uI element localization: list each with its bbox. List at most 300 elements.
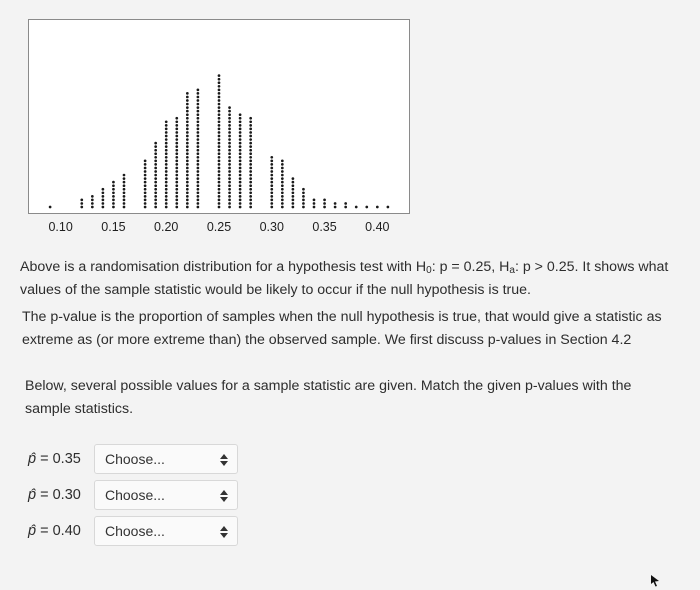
match-row-2 — [28, 480, 238, 510]
dot-10-7 — [186, 181, 189, 184]
dot-3-5 — [102, 188, 105, 191]
dot-6-4 — [144, 191, 147, 194]
dot-9-24 — [175, 120, 178, 123]
dot-12-3 — [218, 195, 221, 198]
dot-17-2 — [281, 199, 284, 202]
dot-10-22 — [186, 128, 189, 131]
dot-9-22 — [175, 128, 178, 131]
dot-19-4 — [302, 191, 305, 194]
x-tick-label-2: 0.20 — [154, 220, 179, 234]
dot-16-4 — [270, 191, 273, 194]
dot-10-4 — [186, 191, 189, 194]
dot-19-0 — [302, 206, 305, 209]
dot-4-5 — [112, 188, 115, 191]
dot-14-26 — [239, 113, 242, 116]
dot-15-13 — [249, 160, 252, 163]
dot-9-8 — [175, 177, 178, 180]
dot-5-2 — [123, 199, 126, 202]
dot-9-20 — [175, 135, 178, 138]
dot-12-33 — [218, 89, 221, 92]
dot-12-29 — [218, 103, 221, 106]
dot-9-2 — [175, 199, 178, 202]
dot-13-23 — [228, 124, 231, 127]
dot-21-2 — [323, 199, 326, 202]
dot-26-0 — [376, 206, 379, 209]
dot-10-21 — [186, 131, 189, 134]
dot-5-0 — [123, 206, 126, 209]
dot-10-1 — [186, 202, 189, 205]
dot-12-35 — [218, 81, 221, 84]
dot-12-36 — [218, 78, 221, 81]
dot-10-29 — [186, 103, 189, 106]
dot-17-1 — [281, 202, 284, 205]
dot-21-0 — [323, 206, 326, 209]
dot-10-14 — [186, 156, 189, 159]
dot-11-8 — [197, 177, 200, 180]
dot-12-2 — [218, 199, 221, 202]
dot-27-0 — [387, 206, 390, 209]
dot-7-13 — [154, 160, 157, 163]
dot-8-3 — [165, 195, 168, 198]
dot-15-18 — [249, 142, 252, 145]
dot-10-16 — [186, 149, 189, 152]
dot-17-5 — [281, 188, 284, 191]
dot-10-27 — [186, 110, 189, 113]
dot-20-2 — [313, 199, 316, 202]
dot-17-3 — [281, 195, 284, 198]
match-row-3 — [28, 516, 238, 546]
dot-7-6 — [154, 184, 157, 187]
dot-8-21 — [165, 131, 168, 134]
dot-5-6 — [123, 184, 126, 187]
dot-14-21 — [239, 131, 242, 134]
paragraph-hypothesis: Above is a randomisation distribution for a hypothesis test with $H_0$: p = 0.25, $H_a$: p > 0.25. It shows what values of the sample statistic would be likely to occur if the null hypothesis is true. — [20, 259, 669, 298]
x-tick-label-0: 0.10 — [48, 220, 73, 234]
dot-11-5 — [197, 188, 200, 191]
dot-7-12 — [154, 163, 157, 166]
dot-13-13 — [228, 160, 231, 163]
dot-6-11 — [144, 167, 147, 170]
dot-17-7 — [281, 181, 284, 184]
dot-7-2 — [154, 199, 157, 202]
dot-9-19 — [175, 138, 178, 141]
dot-7-11 — [154, 167, 157, 170]
dot-4-0 — [112, 206, 115, 209]
dot-13-6 — [228, 184, 231, 187]
dot-5-3 — [123, 195, 126, 198]
dot-12-18 — [218, 142, 221, 145]
dot-11-18 — [197, 142, 200, 145]
dot-6-9 — [144, 174, 147, 177]
dot-12-34 — [218, 85, 221, 88]
dot-8-4 — [165, 191, 168, 194]
dot-3-4 — [102, 191, 105, 194]
dot-14-19 — [239, 138, 242, 141]
dot-11-28 — [197, 106, 200, 109]
dot-12-0 — [218, 206, 221, 209]
dot-11-33 — [197, 89, 200, 92]
dot-8-17 — [165, 145, 168, 148]
dot-16-14 — [270, 156, 273, 159]
dot-20-1 — [313, 202, 316, 205]
dot-6-0 — [144, 206, 147, 209]
dot-15-23 — [249, 124, 252, 127]
dot-15-25 — [249, 117, 252, 120]
dot-8-13 — [165, 160, 168, 163]
dot-9-5 — [175, 188, 178, 191]
dot-7-14 — [154, 156, 157, 159]
dot-2-2 — [91, 199, 94, 202]
dot-12-6 — [218, 184, 221, 187]
statistic-label-1: p̂ = 0.35 — [28, 451, 81, 467]
dot-17-12 — [281, 163, 284, 166]
dot-11-30 — [197, 99, 200, 102]
dot-6-2 — [144, 199, 147, 202]
dot-12-24 — [218, 120, 221, 123]
dot-7-17 — [154, 145, 157, 148]
dot-8-0 — [165, 206, 168, 209]
dot-11-27 — [197, 110, 200, 113]
dot-8-9 — [165, 174, 168, 177]
dot-7-9 — [154, 174, 157, 177]
dot-19-1 — [302, 202, 305, 205]
dot-11-4 — [197, 191, 200, 194]
dot-11-13 — [197, 160, 200, 163]
dot-4-2 — [112, 199, 115, 202]
dot-6-10 — [144, 170, 147, 173]
dot-11-1 — [197, 202, 200, 205]
dot-14-23 — [239, 124, 242, 127]
dot-10-23 — [186, 124, 189, 127]
dot-19-2 — [302, 199, 305, 202]
dot-13-0 — [228, 206, 231, 209]
dot-17-13 — [281, 160, 284, 163]
dot-13-9 — [228, 174, 231, 177]
dot-12-25 — [218, 117, 221, 120]
dot-10-17 — [186, 145, 189, 148]
dot-10-11 — [186, 167, 189, 170]
dot-13-18 — [228, 142, 231, 145]
dot-16-10 — [270, 170, 273, 173]
dot-25-0 — [365, 206, 368, 209]
dot-14-10 — [239, 170, 242, 173]
dot-8-15 — [165, 152, 168, 155]
dot-12-32 — [218, 92, 221, 95]
dot-24-0 — [355, 206, 358, 209]
dot-10-2 — [186, 199, 189, 202]
dot-10-25 — [186, 117, 189, 120]
x-tick-label-1: 0.15 — [101, 220, 126, 234]
dot-6-7 — [144, 181, 147, 184]
pvalue-select-1[interactable]: Choose... — [94, 444, 238, 474]
dot-10-13 — [186, 160, 189, 163]
dot-6-5 — [144, 188, 147, 191]
dot-11-14 — [197, 156, 200, 159]
dot-2-0 — [91, 206, 94, 209]
dot-12-16 — [218, 149, 221, 152]
dot-13-1 — [228, 202, 231, 205]
dot-9-21 — [175, 131, 178, 134]
dot-5-8 — [123, 177, 126, 180]
dot-11-19 — [197, 138, 200, 141]
dot-4-4 — [112, 191, 115, 194]
dot-15-15 — [249, 152, 252, 155]
dot-4-1 — [112, 202, 115, 205]
dot-12-10 — [218, 170, 221, 173]
dot-13-19 — [228, 138, 231, 141]
dot-13-10 — [228, 170, 231, 173]
dot-15-10 — [249, 170, 252, 173]
dot-18-1 — [292, 202, 295, 205]
dot-9-23 — [175, 124, 178, 127]
dot-14-9 — [239, 174, 242, 177]
dot-9-25 — [175, 117, 178, 120]
dot-15-8 — [249, 177, 252, 180]
dot-10-19 — [186, 138, 189, 141]
dot-11-2 — [197, 199, 200, 202]
dot-13-22 — [228, 128, 231, 131]
dot-22-0 — [334, 206, 337, 209]
dot-6-1 — [144, 202, 147, 205]
dot-11-12 — [197, 163, 200, 166]
pvalue-select-3[interactable]: Choose... — [94, 516, 238, 546]
dot-5-1 — [123, 202, 126, 205]
dot-13-8 — [228, 177, 231, 180]
dot-14-12 — [239, 163, 242, 166]
dot-17-8 — [281, 177, 284, 180]
dot-10-3 — [186, 195, 189, 198]
match-row-1 — [28, 444, 238, 474]
dot-9-15 — [175, 152, 178, 155]
dot-11-15 — [197, 152, 200, 155]
dot-11-24 — [197, 120, 200, 123]
dot-12-28 — [218, 106, 221, 109]
dot-13-4 — [228, 191, 231, 194]
dot-11-10 — [197, 170, 200, 173]
dot-11-26 — [197, 113, 200, 116]
dot-9-10 — [175, 170, 178, 173]
dot-17-11 — [281, 167, 284, 170]
mouse-cursor-icon — [650, 574, 660, 588]
dot-1-0 — [80, 206, 83, 209]
dot-9-0 — [175, 206, 178, 209]
dot-12-17 — [218, 145, 221, 148]
dot-3-3 — [102, 195, 105, 198]
pvalue-select-2[interactable]: Choose... — [94, 480, 238, 510]
x-tick-label-6: 0.40 — [365, 220, 390, 234]
dot-15-21 — [249, 131, 252, 134]
dot-7-4 — [154, 191, 157, 194]
dot-11-20 — [197, 135, 200, 138]
dot-11-7 — [197, 181, 200, 184]
dot-5-4 — [123, 191, 126, 194]
dot-12-21 — [218, 131, 221, 134]
dot-13-27 — [228, 110, 231, 113]
dot-2-3 — [91, 195, 94, 198]
dot-9-6 — [175, 184, 178, 187]
dot-0-0 — [49, 206, 52, 209]
dot-9-4 — [175, 191, 178, 194]
dot-9-12 — [175, 163, 178, 166]
dot-3-1 — [102, 202, 105, 205]
dot-13-20 — [228, 135, 231, 138]
dot-12-22 — [218, 128, 221, 131]
dot-13-17 — [228, 145, 231, 148]
dot-15-9 — [249, 174, 252, 177]
dot-12-14 — [218, 156, 221, 159]
dot-14-22 — [239, 128, 242, 131]
dot-7-1 — [154, 202, 157, 205]
dot-17-10 — [281, 170, 284, 173]
dot-18-6 — [292, 184, 295, 187]
dot-18-5 — [292, 188, 295, 191]
dot-14-5 — [239, 188, 242, 191]
dot-18-0 — [292, 206, 295, 209]
dot-16-1 — [270, 202, 273, 205]
dot-10-6 — [186, 184, 189, 187]
dot-13-11 — [228, 167, 231, 170]
dot-7-10 — [154, 170, 157, 173]
dot-15-3 — [249, 195, 252, 198]
dot-13-14 — [228, 156, 231, 159]
dot-12-30 — [218, 99, 221, 102]
dot-15-5 — [249, 188, 252, 191]
dot-14-15 — [239, 152, 242, 155]
dot-18-8 — [292, 177, 295, 180]
dot-13-2 — [228, 199, 231, 202]
select-arrows-icon — [219, 524, 229, 540]
dot-10-28 — [186, 106, 189, 109]
dot-9-16 — [175, 149, 178, 152]
dot-14-25 — [239, 117, 242, 120]
dot-10-32 — [186, 92, 189, 95]
dot-14-13 — [239, 160, 242, 163]
dot-16-3 — [270, 195, 273, 198]
dot-12-8 — [218, 177, 221, 180]
dot-14-17 — [239, 145, 242, 148]
dot-12-11 — [218, 167, 221, 170]
dot-14-11 — [239, 167, 242, 170]
dot-10-26 — [186, 113, 189, 116]
dot-8-20 — [165, 135, 168, 138]
dot-7-5 — [154, 188, 157, 191]
dot-11-17 — [197, 145, 200, 148]
dot-16-12 — [270, 163, 273, 166]
dotplot-svg — [28, 14, 418, 244]
dot-14-4 — [239, 191, 242, 194]
dot-10-24 — [186, 120, 189, 123]
dot-13-21 — [228, 131, 231, 134]
dot-11-32 — [197, 92, 200, 95]
dot-14-8 — [239, 177, 242, 180]
dot-11-3 — [197, 195, 200, 198]
dot-23-0 — [344, 206, 347, 209]
dot-15-19 — [249, 138, 252, 141]
dot-12-27 — [218, 110, 221, 113]
dot-12-19 — [218, 138, 221, 141]
dot-19-3 — [302, 195, 305, 198]
dot-12-5 — [218, 188, 221, 191]
dot-7-18 — [154, 142, 157, 145]
dot-8-7 — [165, 181, 168, 184]
dot-13-5 — [228, 188, 231, 191]
dot-8-22 — [165, 128, 168, 131]
dot-12-26 — [218, 113, 221, 116]
dot-7-16 — [154, 149, 157, 152]
dot-14-14 — [239, 156, 242, 159]
dot-4-6 — [112, 184, 115, 187]
dot-11-11 — [197, 167, 200, 170]
dot-15-7 — [249, 181, 252, 184]
x-tick-label-5: 0.35 — [312, 220, 337, 234]
dot-8-16 — [165, 149, 168, 152]
dot-18-3 — [292, 195, 295, 198]
paragraph-pvalue-definition: The p-value is the proportion of samples when the null hypothesis is true, that would give a statistic as extreme as (or more extreme than) the observed sample. We first discuss p-values in Section 4.2 — [22, 309, 662, 348]
dot-16-2 — [270, 199, 273, 202]
dot-17-4 — [281, 191, 284, 194]
x-tick-label-4: 0.30 — [259, 220, 284, 234]
dot-16-0 — [270, 206, 273, 209]
dot-16-8 — [270, 177, 273, 180]
dot-12-7 — [218, 181, 221, 184]
dot-14-6 — [239, 184, 242, 187]
dot-8-14 — [165, 156, 168, 159]
dot-10-20 — [186, 135, 189, 138]
dot-7-8 — [154, 177, 157, 180]
dot-10-15 — [186, 152, 189, 155]
dot-8-6 — [165, 184, 168, 187]
dot-15-1 — [249, 202, 252, 205]
dot-15-6 — [249, 184, 252, 187]
dot-11-6 — [197, 184, 200, 187]
dot-16-13 — [270, 160, 273, 163]
dot-10-5 — [186, 188, 189, 191]
dot-12-1 — [218, 202, 221, 205]
dot-17-6 — [281, 184, 284, 187]
dot-11-31 — [197, 96, 200, 99]
dot-18-7 — [292, 181, 295, 184]
dot-14-24 — [239, 120, 242, 123]
dot-9-18 — [175, 142, 178, 145]
dot-18-4 — [292, 191, 295, 194]
dot-12-13 — [218, 160, 221, 163]
dot-10-12 — [186, 163, 189, 166]
dot-15-22 — [249, 128, 252, 131]
dot-14-20 — [239, 135, 242, 138]
dot-14-18 — [239, 142, 242, 145]
dot-10-10 — [186, 170, 189, 173]
dot-16-5 — [270, 188, 273, 191]
dot-19-5 — [302, 188, 305, 191]
dot-17-0 — [281, 206, 284, 209]
dot-14-7 — [239, 181, 242, 184]
dot-5-7 — [123, 181, 126, 184]
dot-9-7 — [175, 181, 178, 184]
dot-8-19 — [165, 138, 168, 141]
dot-22-1 — [334, 202, 337, 205]
dot-15-2 — [249, 199, 252, 202]
dot-9-14 — [175, 156, 178, 159]
select-arrows-icon — [219, 452, 229, 468]
dot-11-9 — [197, 174, 200, 177]
select-arrows-icon — [219, 488, 229, 504]
x-tick-labels — [48, 220, 389, 234]
dot-6-3 — [144, 195, 147, 198]
dot-12-15 — [218, 152, 221, 155]
dot-8-11 — [165, 167, 168, 170]
dot-16-9 — [270, 174, 273, 177]
dot-16-7 — [270, 181, 273, 184]
